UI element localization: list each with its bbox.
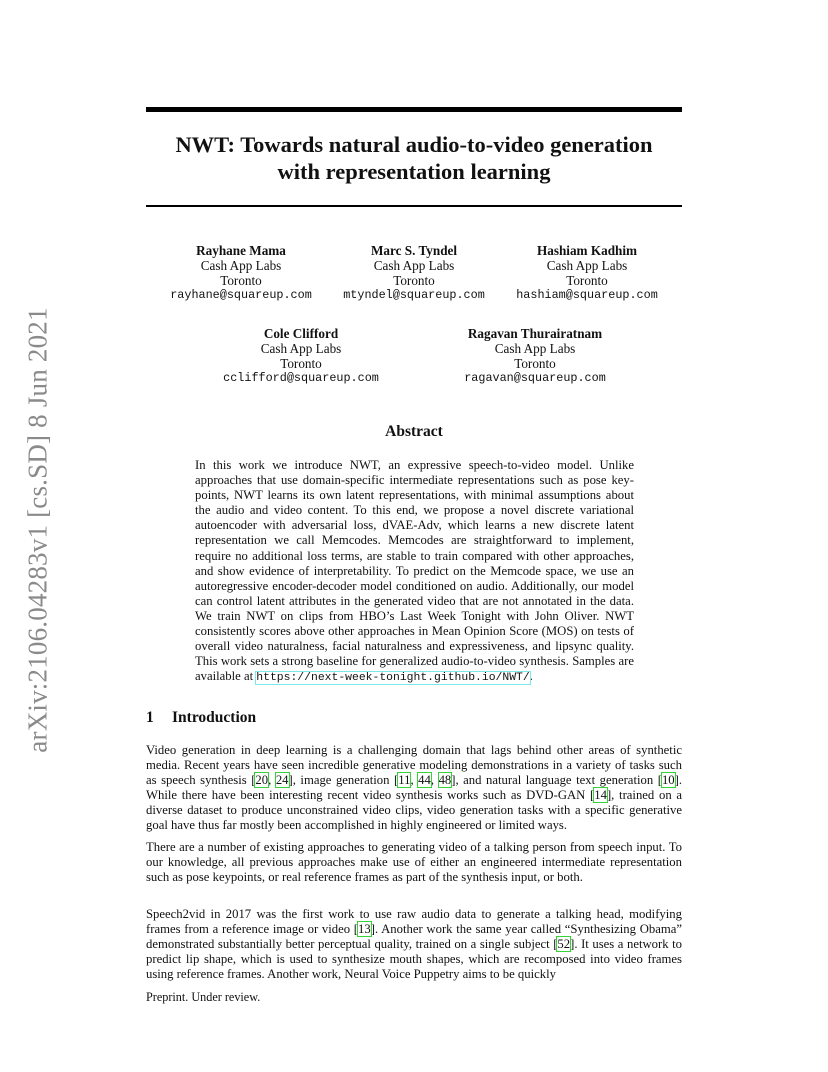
text-span: ], and natural language text generation [ [451,773,662,788]
author-email[interactable]: cclifford@squareup.com [223,371,379,385]
citation-link[interactable]: 24 [275,773,289,788]
text-span: ], trained on a diverse dataset to produce unconstrained video clips, video generation tasks with a specific generative goal have thus far mostly been accomplished in highly engineered or limited ways. [146,788,682,833]
author-location: Toronto [566,273,608,288]
author-email[interactable]: ragavan@squareup.com [464,371,606,385]
section-title: Introduction [172,709,257,726]
citation-link[interactable]: 52 [557,937,571,952]
text-span: ], image generation [ [288,773,399,788]
author-block [314,243,514,303]
intro-paragraph-1 [146,743,682,834]
text-span: , [430,773,439,788]
citation-link[interactable]: 20 [255,773,269,788]
citation-link[interactable]: 14 [594,788,607,803]
text-span: Video generation in deep learning is a challenging domain that lags behind other areas of synthetic media. Recent years have seen incredible generative modeling demonstrations in a variety of tasks such as speech synthesis [ [146,743,682,788]
author-block [435,326,635,386]
author-affiliation: Cash App Labs [260,341,342,356]
author-email[interactable]: hashiam@squareup.com [516,288,658,302]
section-heading-introduction [146,709,256,727]
section-number: 1 [146,709,154,726]
author-name: Ragavan Thurairatnam [467,326,603,341]
abstract-body [195,458,634,686]
text-span: ]. It uses a network to predict lip shape, which is used to synthesize mouth shapes, which are recomposed into video frames using reference frames. Another work, Neural Voice Puppetry aims to be quickly [146,937,682,982]
paper-title-line-1: NWT: Towards natural audio-to-video generation [175,132,653,157]
author-block [201,326,401,386]
citation-link[interactable]: 10 [661,773,675,788]
preprint-footer: Preprint. Under review. [146,990,261,1004]
paper-title [146,131,682,185]
intro-paragraph-2: There are a number of existing approaches to generating video of a talking person from speech input. To our knowledge, all previous approaches make use of either an engineered intermediate representation such as pose keypoints, or real reference frames as part of the synthesis input, or both. [146,840,682,885]
text-span: , [268,773,276,788]
author-block [487,243,687,303]
author-email[interactable]: rayhane@squareup.com [170,288,312,302]
author-name: Cole Clifford [263,326,339,341]
text-span: , [410,773,419,788]
abstract-text: In this work we introduce NWT, an expressive speech-to-video model. Unlike approaches that use domain-specific intermediate representations such as pose key-points, NWT learns its own latent representations, with minimal assumptions about the audio and video content. To this end, we propose a novel discrete variational autoencoder with adversarial loss, dVAE-Adv, which learns a new discrete latent representation we call Memcodes. Memcodes are straightforward to implement, require no additional loss terms, are stable to train compared with other approaches, and show evidence of interpretability. To predict on the Memcode space, we use an autoregressive encoder-decoder model conditioned on audio. Additionally, our model can control latent attributes in the generated video that are not annotated in the data. We train NWT on clips from HBO’s Last Week Tonight with John Oliver. NWT consistently scores above other approaches in Mean Opinion Score (MOS) on tests of overall video naturalness, facial naturalness and expressiveness, and lipsync quality. This work sets a strong baseline for generalized audio-to-video synthesis. Samples are available at [195,458,634,684]
samples-url-link[interactable]: https://next-week-tonight.github.io/NWT/ [256,672,530,685]
author-block [141,243,341,303]
author-location: Toronto [393,273,435,288]
author-affiliation: Cash App Labs [546,258,628,273]
citation-link[interactable]: 44 [418,773,431,788]
author-affiliation: Cash App Labs [200,258,282,273]
paper-title-line-2: with representation learning [277,159,551,184]
author-email[interactable]: mtyndel@squareup.com [343,288,485,302]
text-span: Speech2vid in 2017 was the first work to use raw audio data to generate a talking head, modifying frames from a reference image or video [ [146,907,682,937]
abstract-heading: Abstract [385,423,443,440]
text-span: ]. Another work the same year called “Synthesizing Obama” demonstrated substantially better perceptual quality, trained on a single subject [ [146,922,682,952]
title-top-rule [146,107,682,112]
arxiv-identifier-text: arXiv:2106.04283v1 [cs.SD] 8 Jun 2021 [22,307,53,753]
abstract-end: . [529,669,533,684]
citation-link[interactable]: 48 [438,773,452,788]
title-bottom-rule [146,205,682,207]
author-name: Marc S. Tyndel [370,243,458,258]
author-affiliation: Cash App Labs [494,341,576,356]
author-name: Rayhane Mama [196,243,286,258]
author-location: Toronto [280,356,322,371]
author-affiliation: Cash App Labs [373,258,455,273]
author-location: Toronto [514,356,556,371]
citation-link[interactable]: 11 [398,773,411,788]
author-location: Toronto [220,273,262,288]
text-span: ]. While there have been interesting recent video synthesis works such as DVD-GAN [ [146,773,683,803]
author-name: Hashiam Kadhim [536,243,638,258]
intro-paragraph-3 [146,907,682,982]
citation-link[interactable]: 13 [358,922,371,937]
arxiv-identifier-stamp [18,300,58,760]
